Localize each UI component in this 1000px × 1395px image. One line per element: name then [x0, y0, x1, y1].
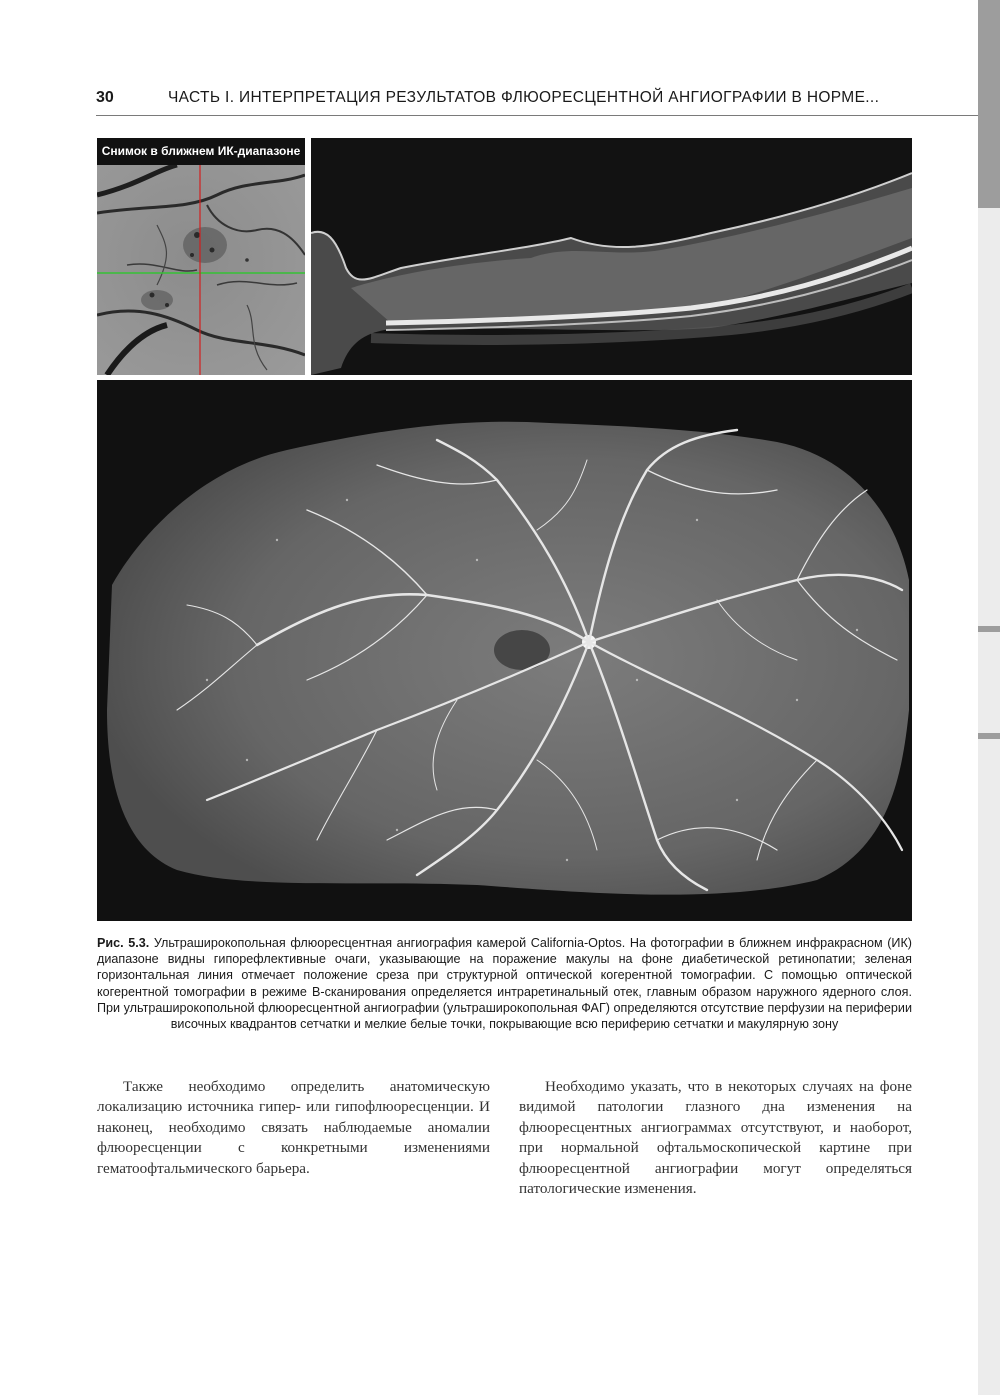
uwf-fa-panel	[97, 380, 912, 921]
ir-fundus-image	[97, 165, 305, 375]
body-paragraph-left: Также необходимо определить анатомическую локализацию источника гипер- или гипофлюоресценции. И наконец, необходимо связать наблюдаемые аномалии флюоресценции с конкретными изменениями гематоофтальмического барьера.	[97, 1078, 490, 1177]
caption-label: Рис. 5.3.	[97, 936, 150, 950]
bscan-panel	[311, 138, 912, 375]
oct-bscan-image	[311, 138, 912, 375]
ir-panel-title: Снимок в ближнем ИК-диапазоне	[101, 144, 301, 158]
ir-image-panel	[97, 138, 305, 375]
caption-text: Ультраширокопольная флюоресцентная ангиография камерой California-Optos. На фотографии в ближнем инфракрасном (ИК) диапазоне видны гипорефлективные очаги, указывающие на поражение макулы на фоне диабетической ретинопатии; зеленая горизонтальная линия отмечает положение среза при структурной оптической когерентной томографии. С помощью оптической когерентной томографии в режиме B-сканирования определяется интраретинальный отек, главным образом наружного ядерного слоя. При ультраширокопольной флюоресцентной ангиографии (ультраширокопольная ФАГ) определяются отсутствие перфузии на периферии височных квадрантов сетчатки и мелкие белые точки, покрывающие всю периферию сетчатки и макулярную зону	[97, 936, 912, 1032]
running-title: ЧАСТЬ I. ИНТЕРПРЕТАЦИЯ РЕЗУЛЬТАТОВ ФЛЮОРЕСЦЕНТНОЙ АНГИОГРАФИИ В НОРМЕ...	[168, 89, 880, 106]
thumb-index-mark	[978, 626, 1000, 632]
body-paragraph-right: Необходимо указать, что в некоторых случаях на фоне видимой патологии глазного дна изменения на флюоресцентных ангиограммах отсутствуют, и наоборот, при нормальной офтальмоскопической картине при флюоресцентной ангиографии могут определяться патологические изменения.	[519, 1078, 912, 1198]
thumb-index-tab	[978, 0, 1000, 208]
page-number: 30	[96, 89, 114, 106]
uwf-fa-image	[97, 380, 912, 921]
header-rule	[96, 115, 978, 116]
page-edge-strip	[978, 0, 1000, 1395]
figure-caption	[97, 935, 912, 1032]
thumb-index-mark	[978, 733, 1000, 739]
